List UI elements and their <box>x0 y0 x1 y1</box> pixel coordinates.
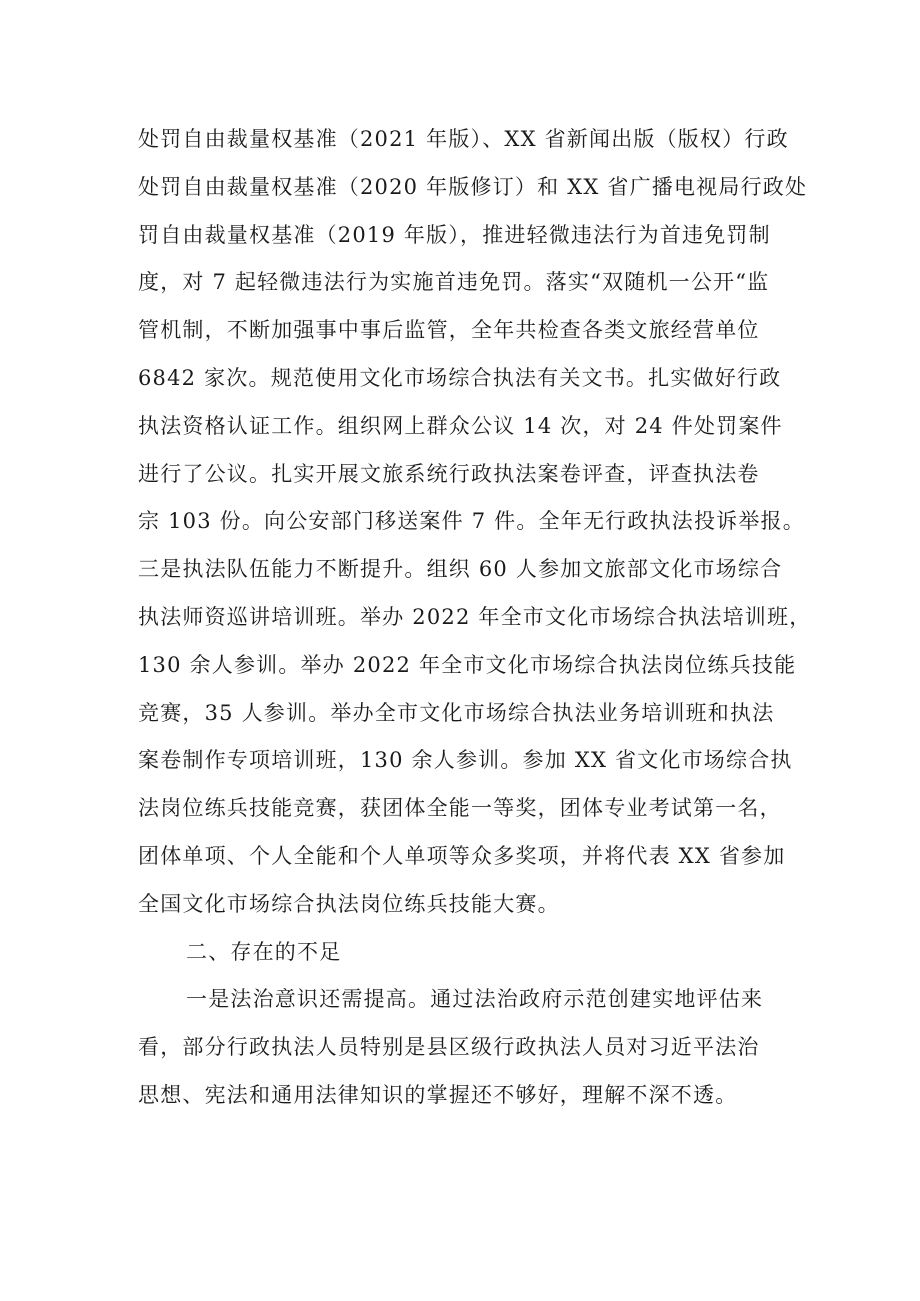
text-line: 管机制，不断加强事中事后监管，全年共检查各类文旅经营单位 <box>138 318 760 343</box>
text-line: 竞赛，35 人参训。举办全市文化市场综合执法业务培训班和执法 <box>138 700 775 725</box>
text-line: 法岗位练兵技能竞赛，获团体全能一等奖，团体专业考试第一名， <box>138 796 782 821</box>
text-line: 处罚自由裁量权基准（2021 年版）、XX 省新闻出版（版权）行政 <box>138 127 789 151</box>
text-line: 三是执法队伍能力不断提升。组织 60 人参加文旅部文化市场综合 <box>138 557 783 582</box>
text-line: 宗 103 份。向公安部门移送案件 7 件。全年无行政执法投诉举报。 <box>138 509 805 534</box>
body-text <box>138 116 812 1120</box>
text-line: 度，对 7 起轻微违法行为实施首违免罚。落实“双随机一公开“监 <box>138 270 770 295</box>
text-line: 执法资格认证工作。组织网上群众公议 14 次，对 24 件处罚案件 <box>138 413 783 438</box>
text-line: 一是法治意识还需提高。通过法治政府示范创建实地评估来 <box>186 987 764 1012</box>
text-line: 看，部分行政执法人员特别是县区级行政执法人员对习近平法治 <box>138 1035 760 1060</box>
text-line: 全国文化市场综合执法岗位练兵技能大赛。 <box>138 891 560 916</box>
text-line: 进行了公议。扎实开展文旅系统行政执法案卷评查，评查执法卷 <box>138 461 760 486</box>
text-line: 罚自由裁量权基准（2019 年版），推进轻微违法行为首违免罚制 <box>138 222 771 247</box>
text-line: 6842 家次。规范使用文化市场综合执法有关文书。扎实做好行政 <box>138 365 782 390</box>
text-line: 团体单项、个人全能和个人单项等众多奖项，并将代表 XX 省参加 <box>138 843 786 868</box>
text-line: 处罚自由裁量权基准（2020 年版修订）和 XX 省广播电视局行政处 <box>138 174 808 199</box>
text-line: 执法师资巡讲培训班。举办 2022 年全市文化市场综合执法培训班， <box>138 604 812 629</box>
text-line: 思想、宪法和通用法律知识的掌握还不够好，理解不深不透。 <box>138 1082 738 1107</box>
section-heading: 二、存在的不足 <box>186 939 342 964</box>
text-line: 130 余人参训。举办 2022 年全市文化市场综合执法岗位练兵技能 <box>138 652 797 677</box>
text-line: 案卷制作专项培训班，130 余人参训。参加 XX 省文化市场综合执 <box>138 748 793 773</box>
